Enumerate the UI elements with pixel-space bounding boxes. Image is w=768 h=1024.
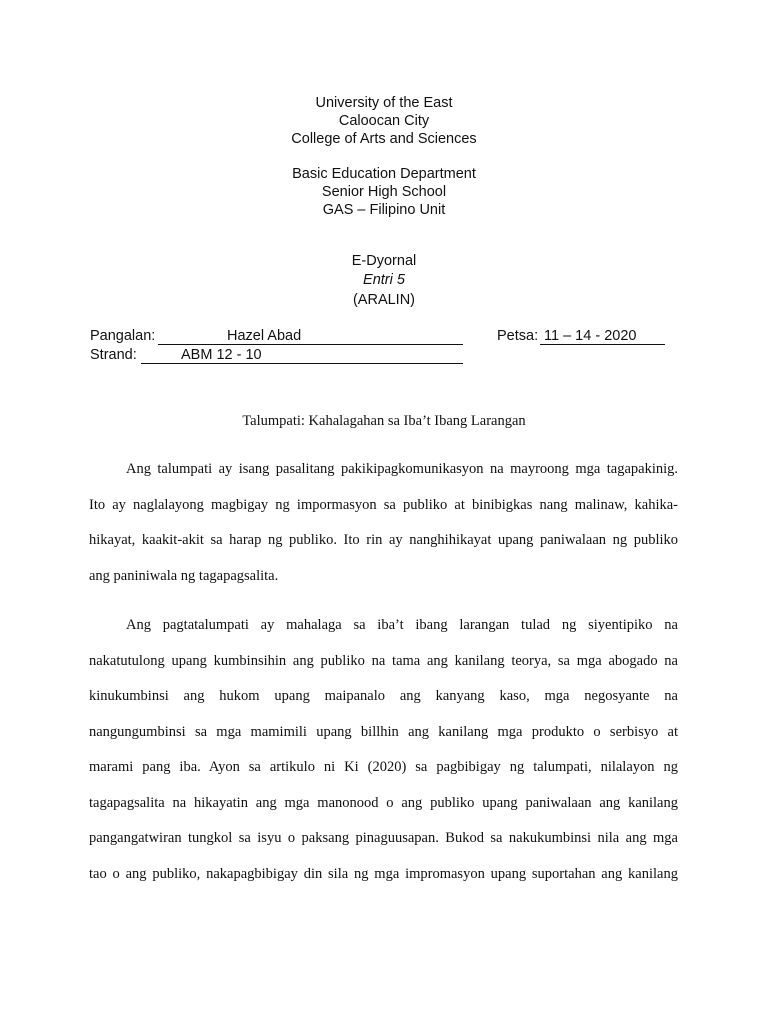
college-name: College of Arts and Sciences [291, 131, 477, 147]
paragraph-line: tagapagsalita na hikayatin ang mga manonood o ang publiko upang paniwalaan ang kanilang [89, 794, 678, 811]
date-value: 11 – 14 - 2020 [544, 328, 637, 344]
essay-title: Talumpati: Kahalagahan sa Iba’t Ibang Larangan [242, 413, 526, 429]
paragraph-line: nangungumbinsi sa mga mamimili upang billhin ang kanilang mga produkto o serbisyo at [89, 723, 678, 740]
paragraph-line: hikayat, kaakit-akit sa harap ng publiko. Ito rin ay nanghihikayat upang paniwalaan ng publiko [89, 532, 678, 548]
journal-header [0, 252, 768, 309]
strand-label: Strand: [90, 347, 137, 363]
institution-header [0, 94, 768, 148]
strand-value: ABM 12 - 10 [181, 347, 262, 363]
paragraph-line: marami pang iba. Ayon sa artikulo ni Ki (2020) sa pagbibigay ng talumpati, nilalayon ng [89, 759, 678, 775]
paragraph-line: kinukumbinsi ang hukom upang maipanalo ang kanyang kaso, mga negosyante na [89, 688, 678, 704]
unit-name: GAS – Filipino Unit [322, 202, 446, 218]
paragraph-line: Ang pagtatalumpati ay mahalaga sa iba’t ibang larangan tulad ng siyentipiko na [126, 617, 678, 633]
paragraph-1 [89, 452, 678, 594]
date-label: Petsa: [497, 328, 539, 344]
paragraph-line: nakatutulong upang kumbinsihin ang publiko na tama ang kanilang teorya, sa mga abogado na [89, 652, 678, 669]
paragraph-2 [89, 608, 678, 892]
date-underline [540, 327, 665, 345]
school-name: Senior High School [321, 184, 447, 200]
entry-number: Entri 5 [363, 272, 405, 288]
university-name: University of the East [315, 95, 453, 111]
strand-underline [141, 346, 463, 364]
paragraph-line: pangangatwiran tungkol sa isyu o paksang pinaguusapan. Bukod sa nakukumbinsi nila ang mga [89, 830, 678, 846]
name-label: Pangalan: [90, 328, 156, 344]
paragraph-line: ang paniniwala ng tagapagsalita. [89, 567, 279, 584]
department-name: Basic Education Department [292, 166, 476, 182]
name-underline [158, 327, 463, 345]
paragraph-line: Ito ay naglalayong magbigay ng impormasyon sa publiko at binibigkas nang malinaw, kahika- [89, 496, 678, 513]
paragraph-line: tao o ang publiko, nakapagbibigay din sila ng mga impromasyon upang suportahan ang kanilang [89, 865, 678, 882]
city-name: Caloocan City [338, 113, 430, 129]
department-header [0, 165, 768, 219]
entry-type: (ARALIN) [352, 292, 416, 308]
journal-title: E-Dyornal [351, 253, 417, 269]
name-value: Hazel Abad [227, 328, 302, 344]
paragraph-line: Ang talumpati ay isang pasalitang pakikipagkomunikasyon na mayroong mga tagapakinig. [126, 461, 678, 477]
